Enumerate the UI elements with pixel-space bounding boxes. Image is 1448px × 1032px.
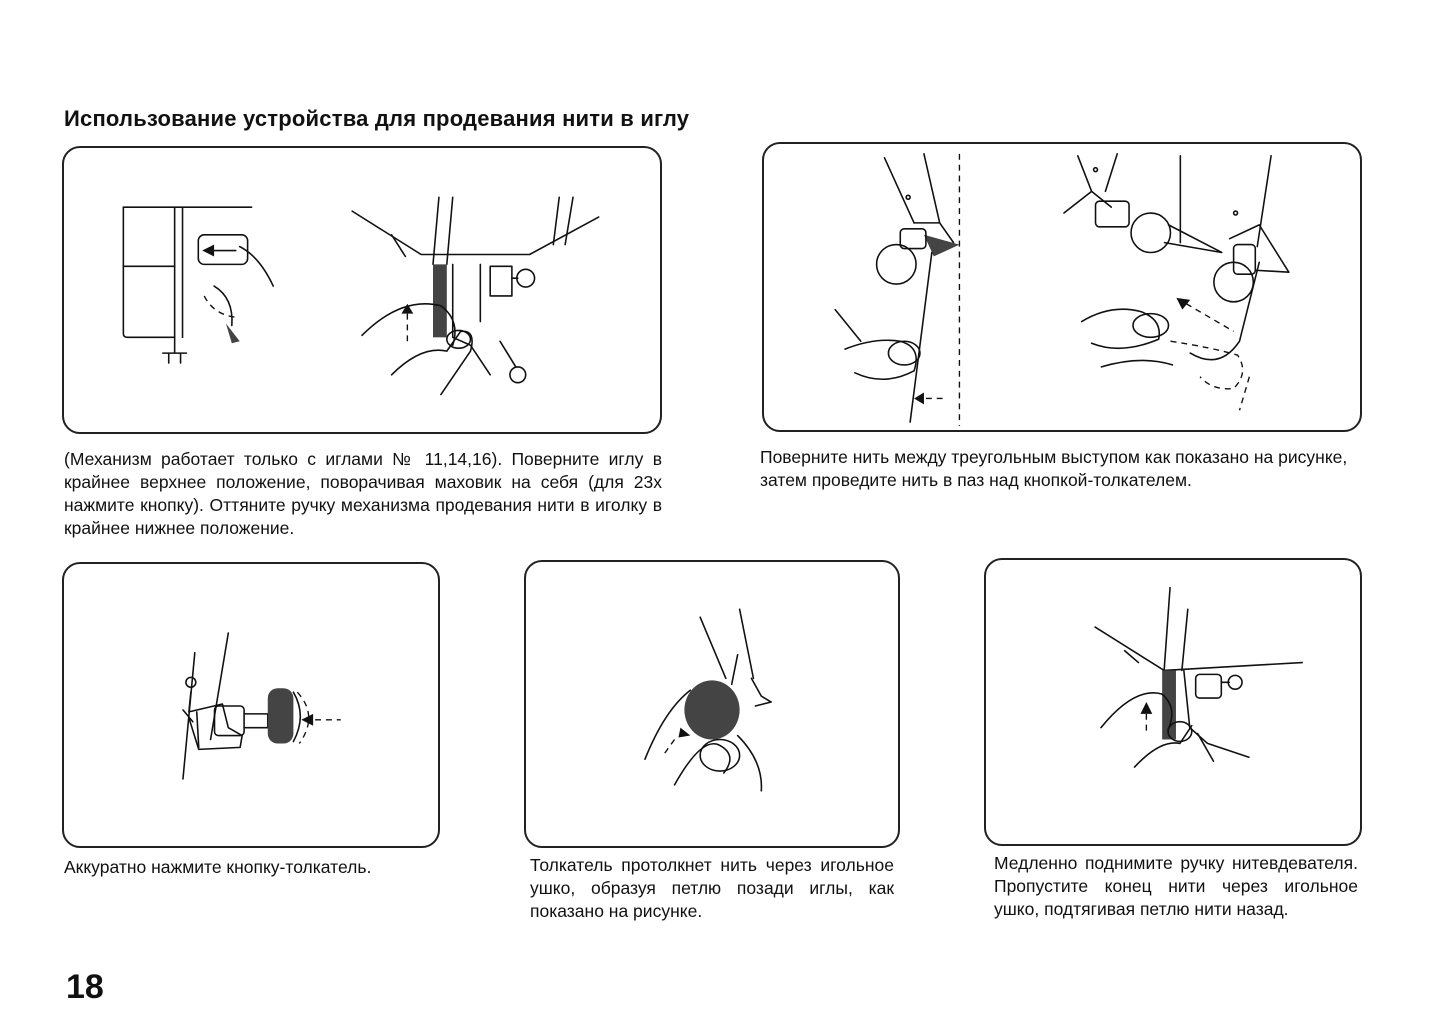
thread-guide-triangle-drawing <box>764 144 1360 430</box>
step-4-caption: Толкатель протолкнет нить через игольное ушко, образуя петлю позади иглы, как показано на рисунке. <box>530 855 894 921</box>
step-4-illustration <box>524 560 900 848</box>
page-title: Использование устройства для продевания нити в иглу <box>64 106 690 131</box>
step-5-caption: Медленно поднимите ручку нитевдевателя. Пропустите конец нити через игольное ушко, подтягивая петлю нити назад. <box>994 853 1358 919</box>
step-3-illustration <box>62 562 440 848</box>
step-1-illustration <box>62 146 662 434</box>
step-5-illustration <box>984 558 1362 846</box>
page-number: 18 <box>66 968 104 1006</box>
thread-loop-behind-needle-drawing <box>526 562 898 846</box>
step-3-caption: Аккуратно нажмите кнопку-толкатель. <box>64 857 372 877</box>
machine-threader-lever-drawing <box>64 148 660 432</box>
push-button-drawing <box>64 564 438 846</box>
step-2-caption: Поверните нить между треугольным выступом как показано на рисунке, затем проведите нить в паз над кнопкой-толкателем. <box>760 447 1348 490</box>
step-1-caption: (Механизм работает только с иглами № 11,14,16). Поверните иглу в крайнее верхнее положение, поворачивая маховик на себя (для 23х нажмите кнопку). Оттяните ручку механизма продевания нити в иголку в крайнее нижнее положение. <box>64 449 662 538</box>
lift-threader-lever-drawing <box>986 560 1360 844</box>
step-2-illustration <box>762 142 1362 432</box>
